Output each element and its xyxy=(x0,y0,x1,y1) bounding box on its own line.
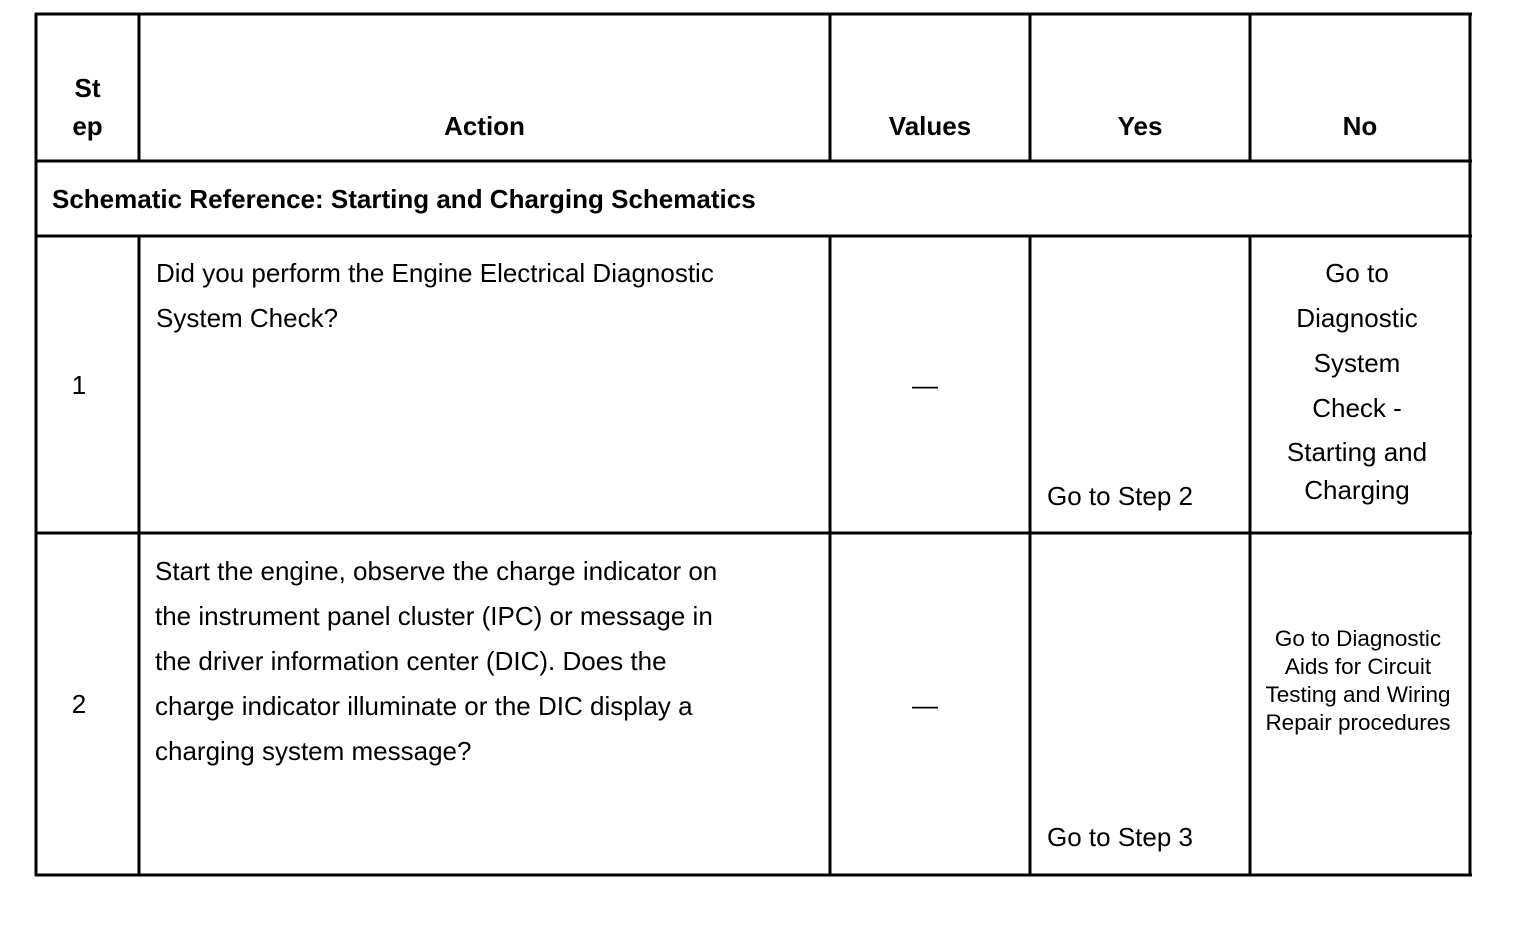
row-2-no-line-4: Repair procedures xyxy=(1265,710,1451,735)
row-1-no-line-1: Go to xyxy=(1325,258,1389,288)
row-2-no-line-2: Aids for Circuit xyxy=(1284,654,1432,679)
row-2-step xyxy=(36,682,122,727)
row-2-yes-text: Go to Step 3 xyxy=(1047,822,1193,852)
header-yes-label: Yes xyxy=(1117,111,1163,141)
row-1-no-line-5: Starting and xyxy=(1286,437,1428,467)
row-2-action-line-4: charge indicator illuminate or the DIC display a xyxy=(155,691,693,721)
row-1-action-line-1: Did you perform the Engine Electrical Diagnostic xyxy=(156,258,714,288)
header-values-label: Values xyxy=(888,111,972,141)
row-1-no-line-6: Charging xyxy=(1304,475,1410,505)
header-no-label: No xyxy=(1342,111,1378,141)
row-2-action-line-5: charging system message? xyxy=(155,736,472,766)
row-1-values xyxy=(830,363,1020,408)
row-1-no xyxy=(1262,251,1452,507)
row-1-no-line-2: Diagnostic xyxy=(1296,303,1418,333)
header-yes xyxy=(1030,107,1250,145)
header-action-label: Action xyxy=(444,111,525,141)
row-2-action-line-2: the instrument panel cluster (IPC) or message in xyxy=(155,601,713,631)
row-1-no-line-4: Check - xyxy=(1312,393,1402,423)
row-2-step-number: 2 xyxy=(71,689,87,719)
row-2-no xyxy=(1252,625,1464,737)
header-step-line-2: ep xyxy=(72,111,103,141)
header-no xyxy=(1250,107,1470,145)
header-action xyxy=(139,107,830,145)
row-1-yes xyxy=(1047,474,1193,519)
section-title xyxy=(52,180,756,218)
row-1-yes-text: Go to Step 2 xyxy=(1047,481,1193,511)
row-1-action xyxy=(156,251,714,341)
row-1-no-line-3: System xyxy=(1313,348,1401,378)
row-2-yes xyxy=(1047,815,1193,860)
row-2-no-line-3: Testing and Wiring xyxy=(1265,682,1451,707)
header-values xyxy=(830,107,1030,145)
header-step-line-1: St xyxy=(74,73,101,103)
row-1-step xyxy=(36,363,122,408)
row-1-action-line-2: System Check? xyxy=(156,303,339,333)
row-1-step-number: 1 xyxy=(71,370,87,400)
row-2-no-line-1: Go to Diagnostic xyxy=(1274,626,1442,651)
header-step xyxy=(36,69,139,145)
row-2-action-line-3: the driver information center (DIC). Does the xyxy=(155,646,667,676)
section-title-text: Schematic Reference: Starting and Charging Schematics xyxy=(52,184,756,214)
row-2-action-line-1: Start the engine, observe the charge indicator on xyxy=(155,556,718,586)
row-2-values xyxy=(830,683,1020,728)
row-2-values-dash: — xyxy=(912,690,938,720)
row-1-values-dash: — xyxy=(912,370,938,400)
row-2-action xyxy=(155,549,717,774)
